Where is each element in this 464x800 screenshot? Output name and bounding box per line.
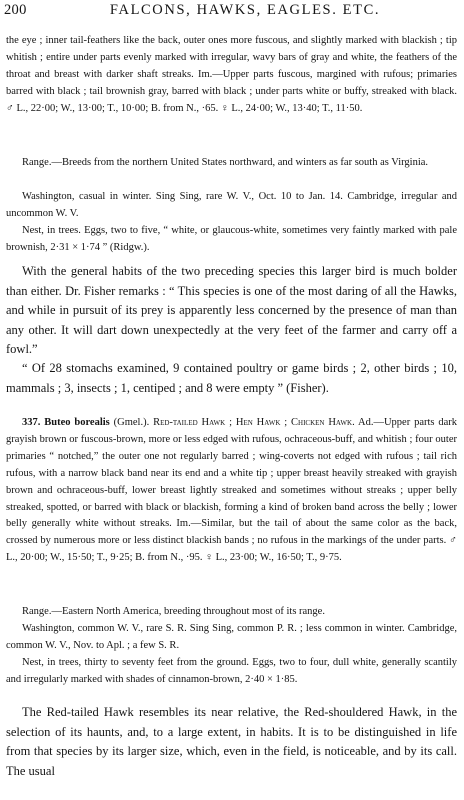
locality-records-paragraph: Washington, casual in winter. Sing Sing, rare W. V., Oct. 10 to Jan. 14. Cambridge, irregular and uncommon W. V. bbox=[6, 191, 457, 219]
species-common-names: Red-tailed Hawk ; Hen Hawk ; Chicken Hawk. bbox=[153, 417, 355, 428]
range-paragraph-337: Range.—Eastern North America, breeding throughout most of its range. bbox=[22, 606, 325, 617]
page-header bbox=[4, 2, 456, 22]
range-paragraph: Range.—Breeds from the northern United States northward, and winters as far south as Virginia. bbox=[22, 157, 429, 168]
stomach-contents-paragraph: “ Of 28 stomachs examined, 9 contained poultry or game birds ; 2, other birds ; 10, mammals ; 3, insects ; 1, centiped ; and 8 were empty ” (Fisher). bbox=[6, 361, 457, 395]
nest-eggs-paragraph: Nest, in trees. Eggs, two to five, “ white, or glaucous-white, sometimes very faintly marked with pale brownish, 2·31 × 1·74 ” (Ridgw.). bbox=[6, 225, 457, 253]
plumage-description-continued: the eye ; inner tail-feathers like the back, outer ones more fuscous, and slightly marked with blackish ; tip whitish ; entire under parts evenly marked with irregular, wavy bars of gray and white, the feathers of the throat and breast with darker shaft streaks. Im.—Upper parts fuscous, margined with rufous; primaries barred with black ; tail brownish gray, barred with black ; under parts white or buffy, streaked with black. ♂ L., 22·00; W., 13·00; T., 10·00; B. from N., ·65. ♀ L., 24·00; W., 13·40; T., 11·50. bbox=[6, 35, 457, 114]
species-authority: (Gmel.). bbox=[113, 417, 150, 428]
locality-records-paragraph-337: Washington, common W. V., rare S. R. Sing Sing, common P. R. ; less common in winter. Cambridge, common W. V., Nov. to Apl. ; a few S. R. bbox=[6, 623, 457, 651]
running-title: FALCONS, HAWKS, EAGLES. ETC. bbox=[109, 2, 381, 18]
nest-eggs-paragraph-337: Nest, in trees, thirty to seventy feet from the ground. Eggs, two to four, dull white, generally scantily and irregularly marked with shades of cinnamon-brown, 2·40 × 1·85. bbox=[6, 657, 457, 685]
page-number: 200 bbox=[4, 2, 27, 18]
species-description: Ad.—Upper parts dark grayish brown or fuscous-brown, more or less edged with rufous, ochraceous-buff, and whitish ; four outer primaries “ notched,” the outer one not regularly barred ; wing-coverts not edged with rufous ; tail rich rufous, with a narrow black band near its end and a white tip ; upper breast heavily streaked with grayish brown and ochraceous-buff, lower breast lightly streaked and sometimes without streaks ; upper belly streaked, spotted, or barred with black or blackish, forming a kind of broken band across the belly ; lower belly generally white without streaks. Im.—Similar, but the tail of about the same color as the back, crossed by numerous more or less distinct blackish bands ; no rufous in the markings of the under parts. ♂ L., 20·00; W., 15·50; T., 9·25; B. from N., ·95. ♀ L., 23·00; W., 16·50; T., 9·75. bbox=[6, 417, 458, 564]
species-number-and-name: 337. Buteo borealis bbox=[22, 417, 110, 428]
habits-paragraph-337: The Red-tailed Hawk resembles its near relative, the Red-shouldered Hawk, in the selection of its haunts, and, to a large extent, in habits. It is to be distinguished in life from that species by its larger size, which, even in the field, is noticeable, and by its call. The usual bbox=[6, 705, 457, 778]
species-account-337 bbox=[6, 415, 457, 567]
habits-paragraph: With the general habits of the two preceding species this larger bird is much bolder than either. Dr. Fisher remarks : “ This species is one of the most daring of all the Hawks, and while in pursuit of its prey is apparently less concerned by the presence of man than any other. It will dart down unexpectedly at the very feet of the farmer and carry off a fowl.” bbox=[6, 264, 457, 356]
